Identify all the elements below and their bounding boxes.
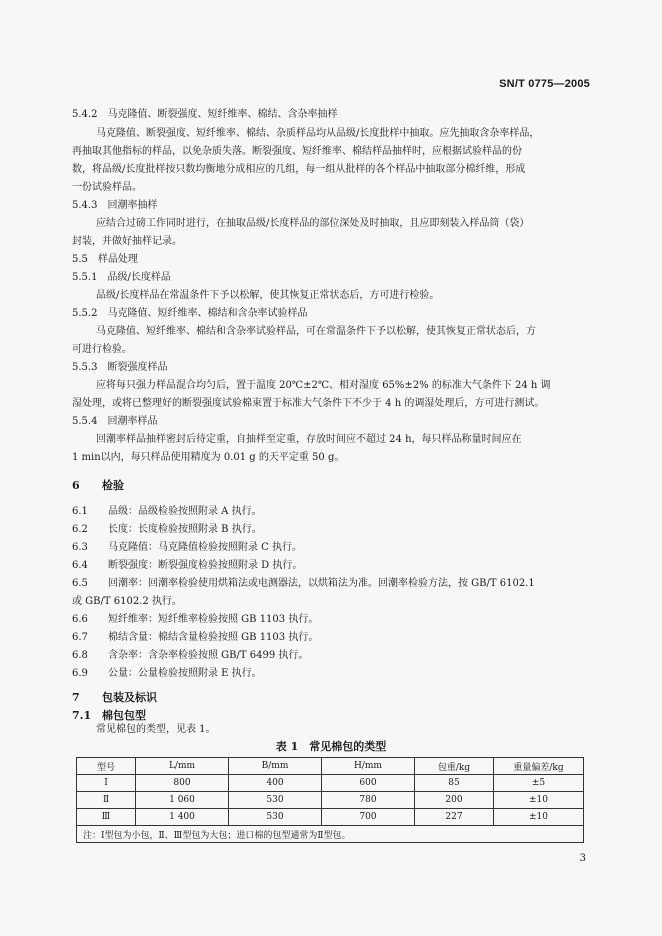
table-cell: 85: [415, 775, 494, 792]
body-line: 应结合过磅工作同时进行，在抽取品级/长度样品的部位深处及时抽取，且应即刻装入样品筒（袋）: [96, 218, 530, 229]
page-number: 3: [579, 853, 586, 864]
table-cell: 1 060: [136, 792, 229, 809]
clause-5-5-2-heading: 5.5.2 马克隆值、短纤维率、棉结和含杂率试验样品: [72, 308, 308, 319]
clause-item: [72, 523, 262, 536]
clause-5-5-1-heading: 5.5.1 品级/长度样品: [72, 272, 171, 283]
clause-number: 6.7: [72, 632, 88, 643]
table-cell: Ⅰ: [77, 775, 136, 792]
body-line: 应将每只强力样品混合均匀后，置于温度 20℃±2℃、相对湿度 65%±2% 的标准大气条件下 24 h 调: [96, 380, 551, 391]
clause-title: 棉包包型: [102, 709, 146, 722]
table-header: H/mm: [322, 758, 415, 775]
table-cell: Ⅱ: [77, 792, 136, 809]
body-line: 回潮率样品抽样密封后待定重，自抽样至定重，存放时间应不超过 24 h，每只样品称量时间应在: [96, 434, 522, 445]
clause-number: 6.9: [72, 668, 88, 679]
table-row: [77, 775, 584, 792]
clause-number: 6.8: [72, 650, 88, 661]
clause-text: 回潮率：回潮率检验使用烘箱法或电测器法，以烘箱法为准。回潮率检验方法，按 GB/T 6102.1: [108, 578, 535, 589]
clause-5-5-4-heading: 5.5.4 回潮率样品: [72, 416, 158, 427]
section-title: 包装及标识: [102, 691, 157, 704]
clause-text: 断裂强度：断裂强度检验按照附录 D 执行。: [108, 560, 303, 571]
body-line: 湿处理，或将已整理好的断裂强度试验棉束置于标准大气条件下不少于 4 h 的调湿处理后，方可进行测试。: [72, 398, 545, 409]
clause-text: 马克隆值：马克隆值检验按照附录 C 执行。: [108, 542, 303, 553]
standard-number: SN/T 0775—2005: [499, 78, 590, 90]
table-cell: 780: [322, 792, 415, 809]
clause-text: 公量：公量检验按照附录 E 执行。: [108, 668, 262, 679]
table-header: 包重/kg: [415, 758, 494, 775]
section-number: 7: [72, 691, 80, 704]
table-cell: 1 400: [136, 809, 229, 826]
body-line: 常见棉包的类型，见表 1。: [96, 724, 216, 735]
body-line: 1 min以内，每只样品使用精度为 0.01 g 的天平定重 50 g。: [72, 452, 345, 463]
clause-number: 6.3: [72, 542, 88, 553]
section-7-heading: [72, 691, 157, 704]
table-cell: 530: [229, 792, 322, 809]
bale-type-table: [76, 757, 584, 843]
table-cell: 800: [136, 775, 229, 792]
clause-item: [72, 667, 262, 680]
table-cell: 530: [229, 809, 322, 826]
clause-number: 6.4: [72, 560, 88, 571]
table-row: [77, 792, 584, 809]
clause-item: [72, 649, 308, 662]
clause-text: 长度：长度检验按照附录 B 执行。: [108, 524, 262, 535]
section-number: 6: [72, 479, 80, 492]
body-line: 品级/长度样品在常温条件下予以松解，使其恢复正常状态后，方可进行检验。: [96, 290, 440, 301]
clause-item: [72, 577, 535, 590]
clause-number: 6.6: [72, 614, 88, 625]
table-header: 型号: [77, 758, 136, 775]
table-note-row: [77, 826, 584, 843]
table-cell: 700: [322, 809, 415, 826]
body-line: 再抽取其他指标的样品，以免杂质失落。断裂强度、短纤维率、棉结样品抽样时，应根据试验样品的份: [72, 146, 522, 157]
table-cell: 400: [229, 775, 322, 792]
body-line: 可进行检验。: [72, 344, 132, 355]
clause-number: 7.1: [72, 709, 92, 722]
body-line: 数，将品级/长度批样按只数均衡地分成相应的几组，每一组从批样的各个样品中抽取部分棉纤维，形成: [72, 164, 526, 175]
clause-number: 6.1: [72, 506, 88, 517]
clause-5-5-3-heading: 5.5.3 断裂强度样品: [72, 362, 168, 373]
body-line: 封装，并做好抽样记录。: [72, 236, 182, 247]
clause-5-4-2-heading: 5.4.2 马克隆值、断裂强度、短纤维率、棉结、含杂率抽样: [72, 109, 338, 120]
clause-text: 品级：品级检验按照附录 A 执行。: [108, 506, 262, 517]
clause-item: [72, 559, 302, 572]
clause-item: [72, 505, 262, 518]
body-line: 马克隆值、断裂强度、短纤维率、棉结、杂质样品均从品级/长度批样中抽取。应先抽取含杂率样品，: [96, 128, 540, 139]
section-title: 检验: [102, 479, 124, 492]
clause-item: [72, 541, 302, 554]
table-cell: 200: [415, 792, 494, 809]
body-line: 马克隆值、短纤维率、棉结和含杂率试验样品，可在常温条件下予以松解，使其恢复正常状态后，方: [96, 326, 536, 337]
table-row: [77, 809, 584, 826]
clause-number: 6.5: [72, 578, 88, 589]
clause-number: 6.2: [72, 524, 88, 535]
table-header: L/mm: [136, 758, 229, 775]
table-cell: ±5: [494, 775, 584, 792]
body-line: 一份试验样品。: [72, 182, 142, 193]
clause-text: 棉结含量：棉结含量检验按照 GB 1103 执行。: [108, 632, 319, 643]
clause-item: [72, 631, 318, 644]
clause-text: 短纤维率：短纤维率检验按照 GB 1103 执行。: [108, 614, 319, 625]
table-note: 注：Ⅰ型包为小包，Ⅱ、Ⅲ型包为大包；进口棉的包型通常为Ⅱ型包。: [77, 826, 584, 843]
table-cell: ±10: [494, 809, 584, 826]
table-header: B/mm: [229, 758, 322, 775]
clause-5-5-heading: 5.5 样品处理: [72, 254, 138, 265]
clause-item: [72, 613, 318, 626]
clause-text: 或 GB/T 6102.2 执行。: [72, 596, 182, 607]
table-cell: 600: [322, 775, 415, 792]
table-header-row: [77, 758, 584, 775]
table-caption: 表 1 常见棉包的类型: [275, 740, 387, 753]
clause-7-1-heading: [72, 709, 146, 722]
clause-5-4-3-heading: 5.4.3 回潮率抽样: [72, 200, 158, 211]
clause-text: 含杂率：含杂率检验按照 GB/T 6499 执行。: [108, 650, 309, 661]
table-header: 重量偏差/kg: [494, 758, 584, 775]
table-cell: ±10: [494, 792, 584, 809]
table-cell: Ⅲ: [77, 809, 136, 826]
clause-item-continued: [72, 595, 182, 608]
section-6-heading: [72, 479, 124, 492]
table-cell: 227: [415, 809, 494, 826]
